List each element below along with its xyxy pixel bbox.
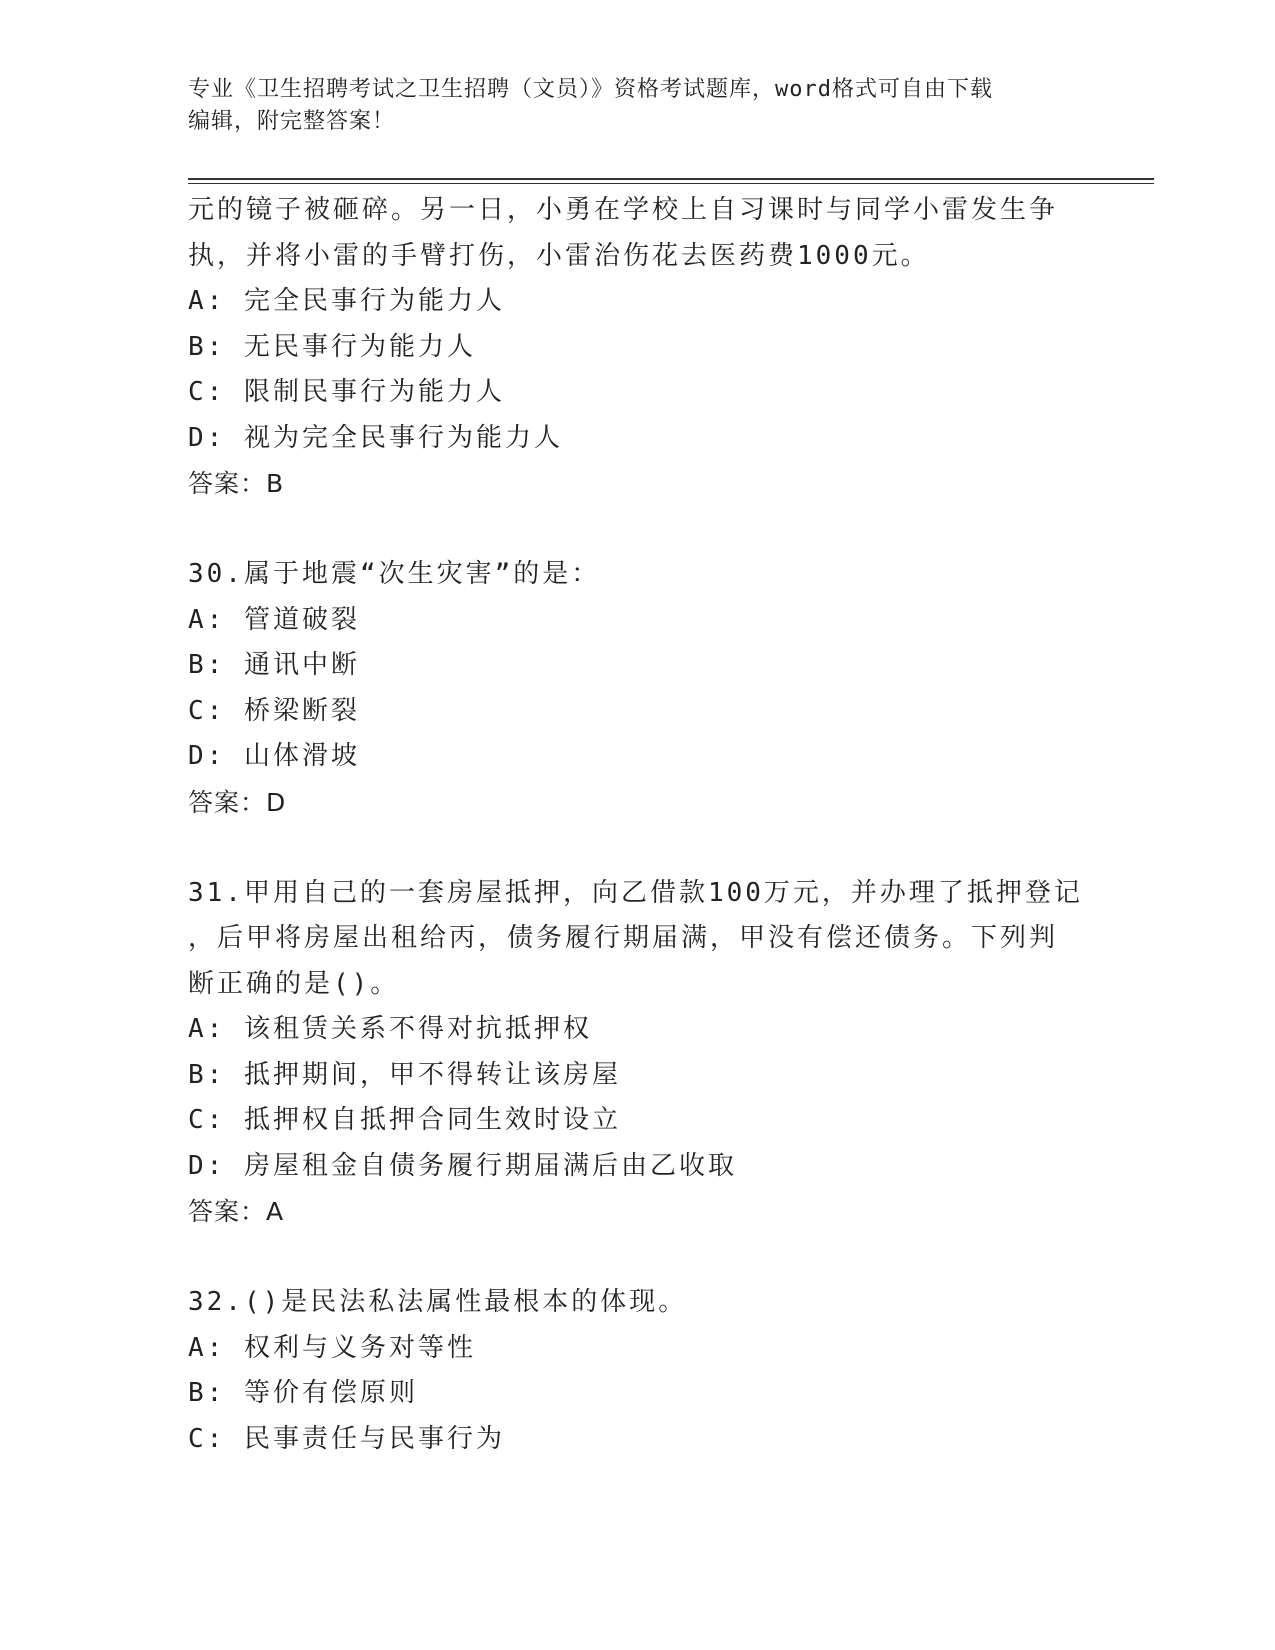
- spacer: [188, 507, 1088, 553]
- spacer: [188, 1235, 1088, 1281]
- option-c: C: 桥梁断裂: [188, 695, 360, 726]
- question-stem-line: 30.属于地震“次生灾害”的是：: [188, 559, 601, 589]
- header-line-1: 专业《卫生招聘考试之卫生招聘（文员）》资格考试题库，word格式可自由下载: [188, 77, 993, 102]
- option-d: D: 房屋租金自债务履行期届满后由乙收取: [188, 1150, 737, 1181]
- option-a: A: 完全民事行为能力人: [188, 286, 505, 316]
- header-divider-thin: [188, 183, 1154, 184]
- option-b: B: 通讯中断: [188, 650, 360, 680]
- question-stem-line: 32.()是民法私法属性最根本的体现。: [188, 1287, 688, 1317]
- option-b: B: 等价有偿原则: [188, 1378, 418, 1408]
- option-c: C: 抵押权自抵押合同生效时设立: [188, 1105, 621, 1135]
- question-stem-line: 断正确的是()。: [188, 968, 400, 999]
- answer: 答案：B: [188, 469, 285, 498]
- option-c: C: 民事责任与民事行为: [188, 1423, 505, 1454]
- spacer: [188, 825, 1088, 871]
- option-b: B: 抵押期间，甲不得转让该房屋: [188, 1059, 621, 1090]
- question-32: [188, 1280, 1088, 1462]
- option-a: A: 该租赁关系不得对抗抵押权: [188, 1014, 592, 1044]
- question-stem-line: 31.甲用自己的一套房屋抵押，向乙借款100万元，并办理了抵押登记: [188, 877, 1083, 908]
- option-d: D: 视为完全民事行为能力人: [188, 422, 563, 453]
- option-b: B: 无民事行为能力人: [188, 331, 476, 362]
- answer: 答案：A: [188, 1197, 285, 1226]
- question-stem-line: 执，并将小雷的手臂打伤，小雷治伤花去医药费1000元。: [188, 240, 930, 271]
- question-stem-line: ，后甲将房屋出租给丙，债务履行期届满，甲没有偿还债务。下列判: [188, 923, 1059, 953]
- answer: 答案：D: [188, 787, 287, 817]
- option-a: A: 权利与义务对等性: [188, 1332, 476, 1363]
- question-31: [188, 871, 1088, 1235]
- option-a: A: 管道破裂: [188, 604, 360, 635]
- option-d: D: 山体滑坡: [188, 741, 360, 771]
- header-divider-thick: [188, 178, 1154, 180]
- page-header: [188, 74, 1068, 138]
- question-29: [188, 188, 1088, 507]
- option-c: C: 限制民事行为能力人: [188, 377, 505, 407]
- header-line-2: 编辑，附完整答案！: [188, 109, 396, 134]
- document-body: [188, 188, 1088, 1462]
- question-stem-line: 元的镜子被砸碎。另一日，小勇在学校上自习课时与同学小雷发生争: [188, 195, 1059, 225]
- question-30: [188, 552, 1088, 825]
